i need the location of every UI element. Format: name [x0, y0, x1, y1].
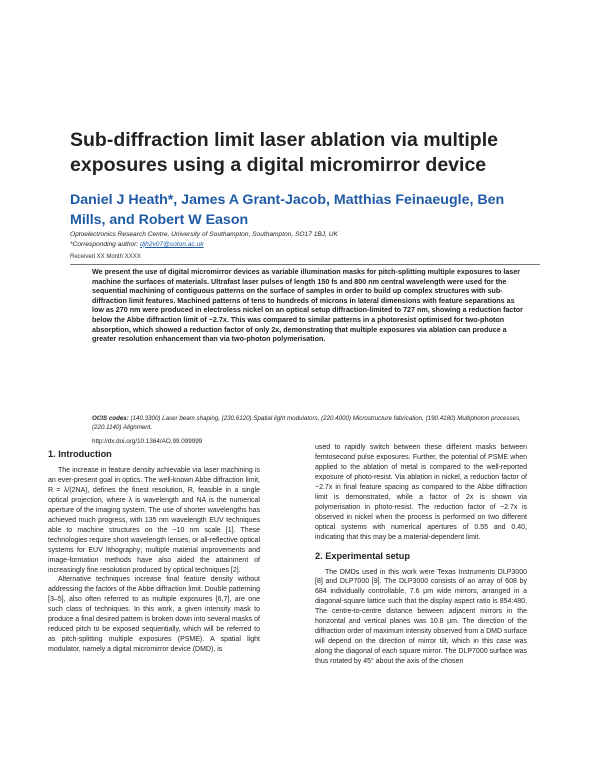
doi-link[interactable]: http://dx.doi.org/10.1364/AO.99.099999: [92, 438, 203, 445]
abstract: We present the use of digital micromirror devices as variable illumination masks for pitch-splitting multiple exposures to laser machine the surfaces of materials. Ultrafast laser pulses of length 150 fs and 800 nm central wavelength were used for the sequential machining of contiguous patterns on the surface of samples in order to build up complex structures with sub-diffraction limit features. Machined patterns of tens to hundreds of microns in lateral dimensions with feature separations as low as 270 nm were produced in electroless nickel on an optical setup diffraction-limited to 727 nm, showing a reduction factor below the Abbe diffraction limit of ~2.7x. This was compared to similar patterns in a photoresist optimised for two-photon absorption, which showed a reduction factor of only 2x, demonstrating that multiple exposures via ablation can produce a greater resolution enhancement than via two-photon polymerisation.: [92, 268, 523, 344]
paragraph: The DMDs used in this work were Texas Instruments DLP3000 [8] and DLP7000 [9]. The DLP3000 consists of an array of 608 by 684 individually controllable, 7.6 μm wide mirrors, arranged in a diagonal-square lattice such that the display aspect ratio is 854:480. The centre-to-centre distance between adjacent mirrors in the horizontal and vertical planes was 10.8 μm. The direction of the diffraction order of maximum intensity observed from a DMD surface will depend on the direction of mirror tilt, which in this case was along the diagonal of each square mirror. The DLP7000 surface was thus rotated by 45° about the axis of the chosen: [315, 568, 527, 666]
right-column: [315, 443, 527, 667]
paragraph: The increase in feature density achievable via laser machining is an ever-present goal in optics. The well-known Abbe diffraction limit, R = λ/(2NA), defines the finest resolution, R, feasible in a single optical projection, where λ is wavelength and NA is the numerical aperture of the imaging system. The use of shorter wavelengths has achieved much progress, with 135 nm wavelength EUV techniques able to machine structures on the ~10 nm scale [1]. These technologies require short wavelength lenses, or all-reflective optical systems for EUV lithography; multiple material improvements and image-formation methods have also aided the attainment of increasingly fine resolution produced by optical techniques [2].: [48, 467, 260, 574]
paper-title: Sub-diffraction limit laser ablation via multiple exposures using a digital micromirror device: [70, 129, 498, 176]
received-date: Received XX Month XXXX: [70, 254, 141, 260]
paragraph: used to rapidly switch between these different masks between femtosecond pulse exposures. Further, the potential of PSME when applied to the ablation of metal is compared to the well-reported exposure of photo-resist. Via ablation in nickel, a reduction factor of ~2.7x in final feature spacing as compared to the Abbe diffraction limit is demonstrated, while a factor of 2x is shown via polymerisation in photo-resist. The reduction factor of ~2.7x is observed in nickel when the process is performed on two different optical systems with numerical apertures of 0.55 and 0.40, indicating that this may be a material-dependent limit.: [315, 444, 527, 541]
section-heading-introduction: 1. Introduction: [48, 449, 112, 459]
affiliation: Optoelectronics Research Centre, University of Southampton, Southampton, SO17 1BJ, UK: [70, 231, 338, 238]
paragraph: Alternative techniques increase final feature density without addressing the factors of the Abbe diffraction limit. Double patterning [3–5], also often referred to as multiple exposures [6,7], are one such class of techniques. In this work, a given intensity mask to produce a final desired pattern is broken down into several masks of reduced pitch to be exposed sequentially, which will be referred to as pitch-splitting multiple exposures (PSME). A spatial light modulator, namely a digital micromirror device (DMD), is: [48, 576, 260, 654]
ocis-codes: [92, 414, 528, 433]
header-divider: [70, 264, 540, 265]
section-heading-experimental-setup: 2. Experimental setup: [315, 550, 410, 561]
affiliation-block: [70, 230, 540, 249]
author-list: Daniel J Heath*, James A Grant-Jacob, Matthias Feinaeugle, Ben Mills, and Robert W Eason: [70, 192, 505, 228]
corresponding-label: *Corresponding author:: [70, 240, 141, 248]
ocis-label: OCIS codes:: [92, 415, 129, 422]
ocis-text: (140.3300) Laser beam shaping, (230.6120) Spatial light modulators, (220.4000) Microstructure fabrication, (190.4180) Multiphoton processes, (220.1140) Alignment.: [92, 415, 521, 432]
left-column: [48, 448, 260, 655]
corresponding-email-link[interactable]: djh2v07@soton.ac.uk: [140, 240, 204, 248]
corresponding-author: [70, 240, 540, 250]
